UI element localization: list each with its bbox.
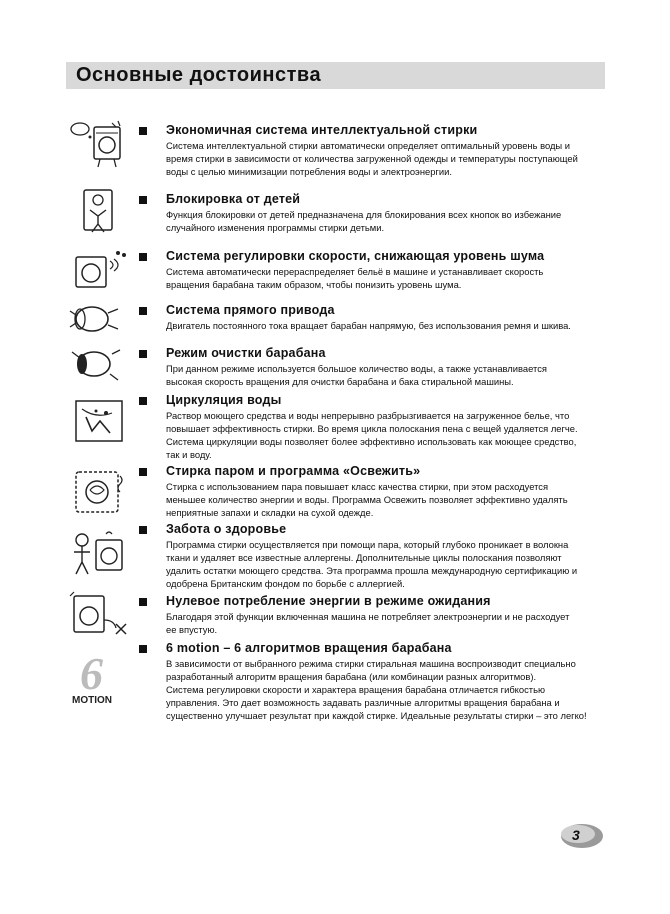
feature-title: Циркуляция воды (166, 393, 282, 407)
desc-line: В зависимости от выбранного режима стирки стиральная машина воспроизводит специально (166, 658, 576, 669)
desc-line: управления. Это дает возможность задавать различные алгоритмы вращения барабана и (166, 697, 560, 708)
feature-title: Система регулировки скорости, снижающая уровень шума (166, 249, 545, 263)
desc-line: так и воду. (166, 449, 212, 460)
feature-description (166, 610, 606, 636)
desc-line: Система интеллектуальной стирки автоматически определяет оптимальный уровень воды и (166, 140, 571, 151)
desc-line: Стирка с использованием пара повышает класс качества стирки, при этом расходуется (166, 481, 549, 492)
bullet (139, 526, 147, 534)
feature-title: Экономичная система интеллектуальной стирки (166, 123, 478, 137)
feature-description (166, 362, 606, 388)
feature-description (166, 208, 606, 234)
bullet (139, 397, 147, 405)
desc-line: Система регулировки скорости и характера вращения барабана отличается гибкостью (166, 684, 546, 695)
feature-title: Нулевое потребление энергии в режиме ожидания (166, 594, 491, 608)
desc-line: Функция блокировки от детей предназначена для блокирования всех кнопок во избежание (166, 209, 562, 220)
desc-line: удалить остатки моющего средства. Эта программа прошла международную сертификацию и (166, 565, 578, 576)
desc-line: Благодаря этой функции включенная машина не потребляет электроэнергии и не расходует (166, 611, 570, 622)
desc-line: существенно улучшает результат при каждой стирке. Идеальные результаты стирки – это легко! (166, 710, 587, 721)
person-washer-icon (66, 528, 132, 580)
desc-line: Раствор моющего средства и воды непрерывно разбрызгивается на загруженное белье, что (166, 410, 570, 421)
desc-line: Система циркуляции воды позволяет более эффективно использовать как моющее средство, (166, 436, 577, 447)
desc-line: воды с целью минимизации потребления воды и электроэнергии. (166, 166, 452, 177)
bullet (139, 350, 147, 358)
logo-digit: 6 (80, 651, 103, 699)
steam-washer-icon (66, 466, 132, 518)
desc-line: Система автоматически перераспределяет бельё в машине и устанавливает скорость (166, 266, 544, 277)
desc-line: высокая скорость вращения для очистки барабана и бака стиральной машины. (166, 376, 514, 387)
bullet (139, 196, 147, 204)
bullet (139, 645, 147, 653)
feature-description (166, 538, 606, 590)
desc-line: время стирки в зависимости от количества загруженной одежды и температуры поступающей (166, 153, 578, 164)
feature-description (166, 409, 606, 461)
washer-thinking-icon (66, 117, 132, 169)
feature-description (166, 480, 606, 519)
desc-line: ее впустую. (166, 624, 218, 635)
desc-line: Программа стирки осуществляется при помощи пара, который глубоко проникает в волокна (166, 539, 569, 550)
feature-title: 6 motion – 6 алгоритмов вращения барабана (166, 641, 452, 655)
bullet (139, 598, 147, 606)
drum-motor-icon (66, 295, 132, 347)
desc-line: повышает эффективность стирки. Во время цикла полоскания пена с вещей удаляется легче. (166, 423, 578, 434)
page-number: 3 (572, 827, 580, 843)
desc-line: меньшее количество энергии и воды. Программа Освежить позволяет эффективно удалять (166, 494, 568, 505)
logo-text: MOTION (72, 695, 112, 706)
feature-description (166, 319, 606, 332)
child-lock-icon (66, 186, 132, 238)
feature-description (166, 139, 606, 178)
unplugged-washer-icon (66, 590, 132, 642)
desc-line: одобрена Британским фондом по борьбе с аллергией. (166, 578, 405, 589)
desc-line: ткани и удаляет все известные аллергены. Дополнительные циклы полоскания позволяют (166, 552, 562, 563)
desc-line: Двигатель постоянного тока вращает барабан напрямую, без использования ремня и шкива. (166, 320, 571, 331)
bullet (139, 127, 147, 135)
six-motion-logo (66, 651, 132, 711)
feature-description (166, 265, 606, 291)
feature-description (166, 657, 606, 722)
page-title: Основные достоинства (76, 64, 322, 86)
feature-title: Режим очистки барабана (166, 346, 326, 360)
desc-line: При данном режиме используется большое количество воды, а также устанавливается (166, 363, 547, 374)
water-spray-icon (66, 397, 132, 449)
section-header (66, 62, 605, 89)
desc-line: вращения барабана таким образом, чтобы понизить уровень шума. (166, 279, 462, 290)
feature-title: Забота о здоровье (166, 522, 287, 536)
bullet (139, 307, 147, 315)
desc-line: случайного изменения программы стирки детьми. (166, 222, 385, 233)
feature-title: Система прямого привода (166, 303, 335, 317)
bullet (139, 253, 147, 261)
page-number-badge (560, 823, 604, 849)
feature-title: Блокировка от детей (166, 192, 301, 206)
desc-line: неприятные запахи и складки на сухой одежде. (166, 507, 374, 518)
desc-line: разработанный алгоритм вращения барабана (или комбинации разных алгоритмов). (166, 671, 537, 682)
feature-title: Стирка паром и программа «Освежить» (166, 464, 421, 478)
washer-balance-icon (66, 247, 132, 299)
drum-clean-icon (66, 342, 132, 394)
bullet (139, 468, 147, 476)
